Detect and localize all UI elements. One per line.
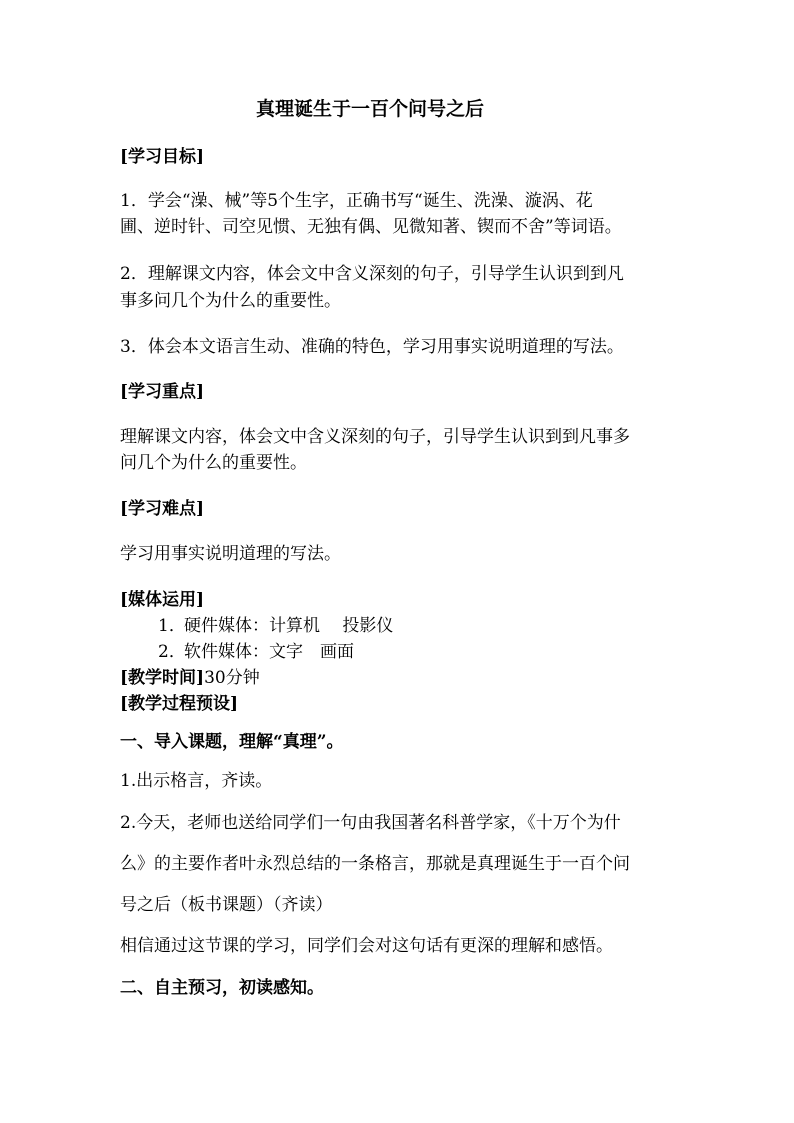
goal-1-line-1: 1．学会“澡、械”等5个生字，正确书写“诞生、洗澡、漩涡、花	[120, 191, 593, 211]
teaching-time-value: 30分钟	[204, 668, 260, 688]
goal-1-line-2: 圃、逆时针、司空见惯、无独有偶、见微知著、锲而不舍”等词语。	[120, 217, 622, 237]
part-1-heading: 一、导入课题，理解“真理”。	[120, 732, 344, 752]
goal-2-line-1: 2．理解课文内容，体会文中含义深刻的句子，引导学生认识到到凡	[120, 264, 624, 284]
goals-heading: [学习目标]	[120, 147, 205, 167]
media-item-2	[158, 641, 354, 663]
part-1-step-1: 1.出示格言，齐读。	[120, 771, 273, 791]
difficulty-heading: [学习难点]	[120, 499, 205, 519]
difficulty-line-1: 学习用事实说明道理的写法。	[120, 544, 341, 564]
goal-2-line-2: 事多问几个为什么的重要性。	[120, 291, 341, 311]
part-2-heading: 二、自主预习，初读感知。	[120, 978, 324, 998]
page-title: 真理诞生于一百个问号之后	[255, 98, 484, 120]
teaching-time	[120, 667, 260, 689]
focus-line-1: 理解课文内容，体会文中含义深刻的句子，引导学生认识到到凡事多	[120, 427, 630, 447]
media-item-2-number: 2．	[158, 642, 186, 662]
goal-3-line-1: 3．体会本文语言生动、准确的特色，学习用事实说明道理的写法。	[120, 337, 624, 357]
media-heading: [媒体运用]	[120, 590, 205, 610]
teaching-time-label: [教学时间]	[120, 668, 205, 688]
part-1-step-2-line-1: 2.今天，老师也送给同学们一句由我国著名科普学家，《十万个为什	[120, 813, 621, 833]
process-heading: [教学过程预设]	[120, 694, 239, 714]
focus-line-2: 问几个为什么的重要性。	[120, 453, 307, 473]
focus-heading: [学习重点]	[120, 382, 205, 402]
media-item-1-number: 1．	[158, 616, 186, 636]
part-1-closing: 相信通过这节课的学习，同学们会对这句话有更深的理解和感悟。	[120, 936, 613, 956]
part-1-step-2-line-2: 么》的主要作者叶永烈总结的一条格言，那就是真理诞生于一百个问	[120, 854, 630, 874]
media-item-2-text: 软件媒体：文字 画面	[184, 642, 354, 662]
media-item-1	[158, 615, 393, 637]
media-item-1-text: 硬件媒体：计算机 投影仪	[184, 616, 394, 636]
part-1-step-2-line-3: 号之后（板书课题）（齐读）	[120, 895, 333, 915]
